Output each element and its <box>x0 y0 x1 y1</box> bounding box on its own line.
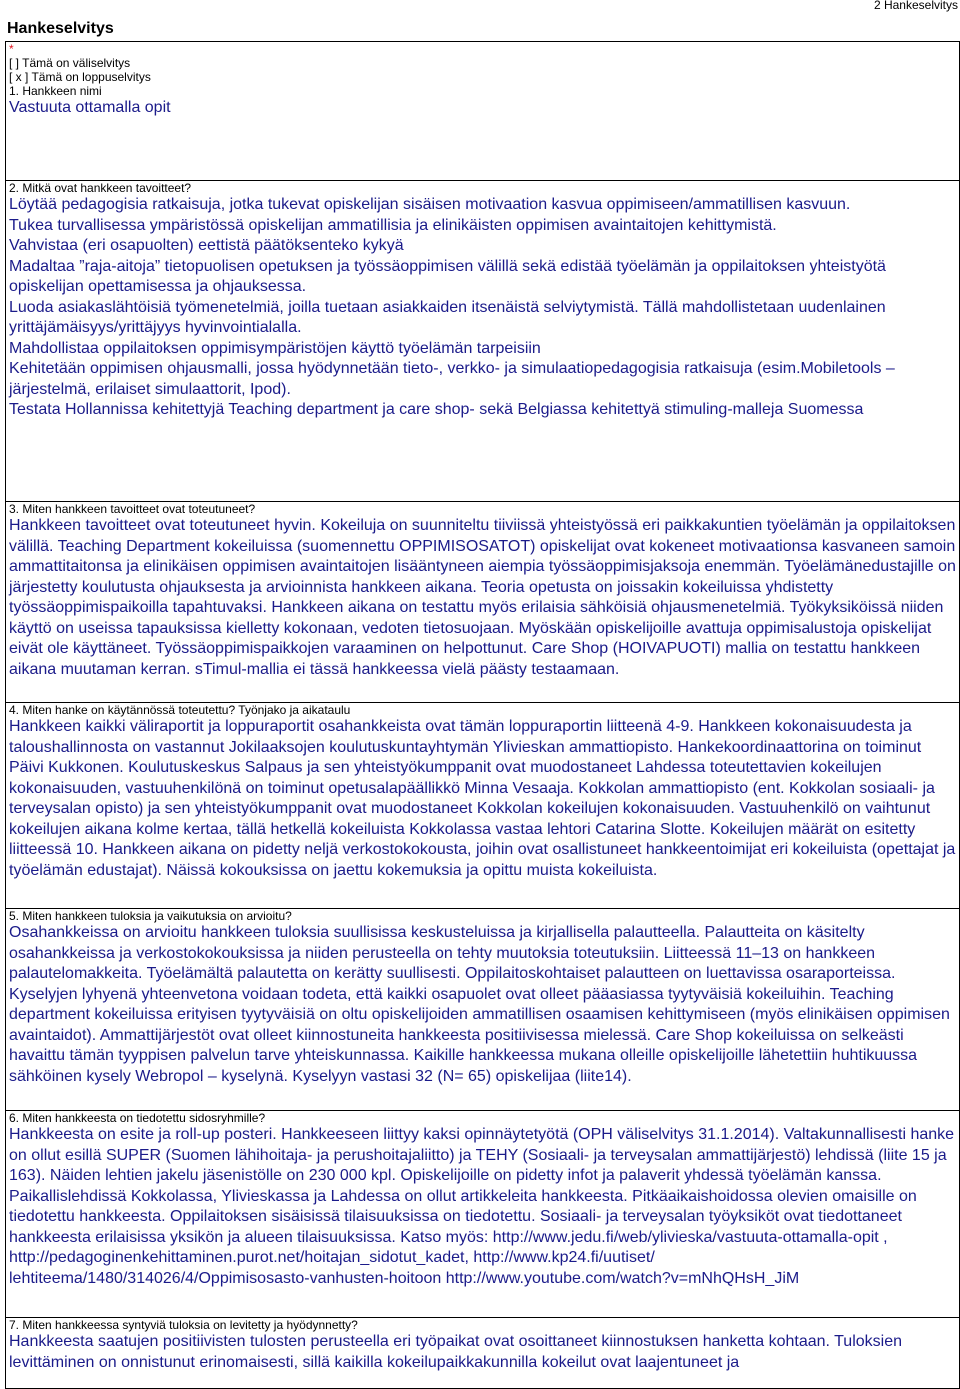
answer-paragraph: Hankkeen kaikki väliraportit ja loppuraportit osahankkeista ovat tämän loppuraportin liitteenä 4-9. Hankkeen kokonaisuudesta ja taloushallinnosta on vastannut Jokilaaksojen koulutuskuntayhtymän Ylivieskan ammattiopisto. Hankekoordinaattorina on toiminut Päivi Kukkonen. Koulutuskeskus Salpaus ja sen yhteistyökumppanit ovat muodostaneet Lahdessa toteutettavien kokeilujen kokonaisuuden, vastuuhenkilönä on toiminut opetusalapäällikkö Minna Vesaaja. Kokkolan ammattiopisto (ent. Kokkolan sosiaali- ja terveysalan opisto) ja sen yhteistyökumppanit ovat muodostaneet Kokkolan kokeilujen kokonaisuuden. Vastuuhenkilö on vaihtunut kokeilujen aikana kolme kertaa, tällä hetkellä kokeiluista Kokkolassa vastaa lehtori Catarina Slotte. Kokeilujen määrät on esitetty liitteessä 10. Hankkeen aikana on pidetty neljä verkostokokousta, joihin ovat osallistuneet hankkeentoimijat eri kokeiluista (opettajat ja työelämän edustajat). Näissä kokouksissa on jaettu kokemuksia ja opittu muista kokeiluista. <box>9 718 956 879</box>
answer-paragraph: Madaltaa ”raja-aitoja” tietopuolisen opetuksen ja työssäoppimisen välillä sekä edistää työelämän ja oppilaitoksen yhteistyötä opiskelijan opettamisessa ja ohjauksessa. <box>9 257 886 295</box>
checkbox-final-report[interactable]: [ x ] Tämä on loppuselvitys <box>9 70 151 84</box>
answer-text <box>9 195 957 421</box>
question-label: 3. Miten hankkeen tavoitteet ovat toteutuneet? <box>9 502 256 516</box>
answer-paragraph: Osahankkeissa on arvioitu hankkeen tuloksia suullisissa keskusteluissa ja kirjallisella palautteella. Palautteita on käsitelty osahankkeissa ja verkostokokouksissa ja niiden perusteella on tehty muutoksia toteutuksiin. Liitteessä 11–13 on hankkeen palautelomakkeita. Työelämältä palautetta on kerätty suullisesti. Oppilaitoskohtaiset palautteen on luettavissa osaraporteissa. Kyselyjen lyhyenä yhteenvetona voidaan todeta, että kaikki osapuolet ovat olleet pääasiassa tyytyväisiä kokeiluihin. Teaching department kokeiluissa erityisen tyytyväisiä on oltu opiskelijoiden ammatillisen osaamisen kehittymiseen (myös elinikäisen oppimisen avaintaidot). Ammattijärjestöt ovat olleet kiinnostuneita hankkeesta positiivisessa mielessä. Care Shop kokeiluissa on selkeästi havaittu tämän tyyppisen palvelun tarve yhteiskunnassa. Kaikille hankkeessa mukana olleille opiskelijoille lähetettiin huhtikuussa sähköinen kysely Webropol – kyselynä. Kyselyyn vastasi 32 (N= 65) opiskelijaa (liite14). <box>9 924 950 1085</box>
document-title: Hankeselvitys <box>7 20 114 37</box>
answer-paragraph: Luoda asiakaslähtöisiä työmenetelmiä, joilla tuetaan asiakkaiden itsenäistä selviytymistä. Tällä mahdollistetaan uudenlainen yrittäjämäisyys/yrittäjyys hyvinvointialalla. <box>9 298 886 336</box>
required-mark: * <box>9 42 14 56</box>
answer-paragraph: Hankkeesta on esite ja roll-up posteri. Hankkeeseen liittyy kaksi opinnäytetyötä (OPH väliselvitys 31.1.2014). Valtakunnallisesti hanke on ollut esillä SUPER (Suomen lähihoitaja- ja perushoitajaliitto) ja TEHY (Sosiaali- ja terveysalan ammattijärjestö) lehdissä (liite 15 ja 163). Näiden lehtien jakelu jäsenistölle on 230 000 kpl. Opiskelijoille on pidetty infot ja palaverit yhdessä työelämän kanssa. Paikallislehdissä Kokkolassa, Ylivieskassa ja Lahdessa on ollut artikkeleita hankkeesta. Pitkäaikaishoidossa olevien omaisille on tiedotettu hankkeesta. Oppilaitoksen sisäisissä tilaisuuksissa on tiedotettu. Sosiaali- ja terveysalan työyksiköt ovat tiedottaneet hankkeesta erilaisissa yksikön ja alueen tilaisuuksissa. Katso myös: http://www.jedu.fi/web/ylivieska/vastuuta-ottamalla-opit , http://pedagoginenkehittaminen.purot.net/hoitajan_sidotut_kadet, http://www.kp24.fi/uutiset/ lehtiteema/1480/314026/4/Oppimisosasto-vanhusten-hoitoon http://www.youtube.com/watch?v=mNhQHsH_JiM <box>9 1126 955 1287</box>
section-project-name <box>6 42 959 181</box>
page-marker: 2 Hankeselvitys <box>873 0 958 12</box>
answer-text <box>9 717 957 881</box>
answer-paragraph: Vahvistaa (eri osapuolten) eettistä päätöksenteko kykyä <box>9 237 404 254</box>
section-evaluation <box>6 909 959 1111</box>
section-goals <box>6 181 959 502</box>
section-goals-achieved <box>6 502 959 703</box>
answer-paragraph: Vastuuta ottamalla opit <box>9 99 171 116</box>
question-label: 7. Miten hankkeessa syntyviä tuloksia on levitetty ja hyödynnetty? <box>9 1318 358 1332</box>
answer-paragraph: Kehitetään oppimisen ohjausmalli, jossa hyödynnetään tieto-, verkko- ja simulaatiopedagogisia ratkaisuja (esim.Mobiletools –järjestelmä, erilaiset simulaattorit, Ipod). <box>9 360 895 398</box>
answer-text <box>9 1125 957 1289</box>
answer-text <box>9 1332 957 1373</box>
answer-paragraph: Hankkeen tavoitteet ovat toteutuneet hyvin. Kokeiluja on suunniteltu tiiviissä yhteistyössä eri paikkakuntien työelämän ja oppilaitoksen välillä. Teaching Department kokeiluissa (suomennettu OPPIMISOSATOT) opiskelijat ovat kokeneet motivaationsa kasvaneen samoin ammattitaitonsa ja elinikäisen oppimisen avaintaitojen lisääntyneen aiempia työssäoppimisjaksoja enemmän. Työelämänedustajille on järjestetty koulutusta ohjauksesta ja arvioinnista hankkeen aikana. Teoria opetusta on joissakin kokeiluissa yhdistetty työssäoppimispaikoilla tapahtuvaksi. Hankkeen aikana on testattu myös erilaisia sähköisiä ohjausmenetelmiä. Työkyksiköissä niiden käyttö on useissa tapauksissa kielletty kokonaan, vedoten tietosuojaan. Myöskään opiskelijoille avattuja oppimisalustoja opiskelijat eivät ole käyttäneet. Työssäoppimispaikkojen varaaminen on helpottunut. Care Shop (HOIVAPUOTI) mallia on testattu hankkeen aikana muutaman kerran. sTimul-mallia ei tässä hankkeessa vielä päästy testaamaan. <box>9 517 956 678</box>
answer-paragraph: Hankkeesta saatujen positiivisten tulosten perusteella eri työpaikat ovat osoittaneet kiinnostuksen hanketta kohtaan. Tuloksien levittäminen on onnistunut erinomaisesti, sillä kaikilla kokeilupaikkakunnilla kokeilut ovat laajentuneet ja <box>9 1333 902 1371</box>
checkbox-interim-report[interactable]: [ ] Tämä on väliselvitys <box>9 56 131 70</box>
question-label: 2. Mitkä ovat hankkeen tavoitteet? <box>9 181 192 195</box>
answer-text <box>9 516 957 680</box>
section-dissemination <box>6 1318 959 1388</box>
section-implementation <box>6 703 959 909</box>
answer-text <box>9 98 957 119</box>
report-form <box>5 41 960 1389</box>
answer-paragraph: Tukea turvallisessa ympäristössä opiskelijan ammatillisia ja elinikäisten oppimisen avaintaitojen kehittymistä. <box>9 216 777 234</box>
answer-paragraph: Testata Hollannissa kehitettyjä Teaching department ja care shop- sekä Belgiassa kehitettyä stimuling-malleja Suomessa <box>9 401 864 418</box>
question-label: 4. Miten hanke on käytännössä toteutettu? Työnjako ja aikataulu <box>9 703 351 717</box>
question-label: 1. Hankkeen nimi <box>9 84 102 98</box>
answer-text <box>9 923 957 1087</box>
question-label: 5. Miten hankkeen tuloksia ja vaikutuksia on arvioitu? <box>9 909 292 923</box>
section-communication <box>6 1111 959 1318</box>
answer-paragraph: Löytää pedagogisia ratkaisuja, jotka tukevat opiskelijan sisäisen motivaation kasvua oppimiseen/ammatillisen kasvuun. <box>9 196 851 213</box>
question-label: 6. Miten hankkeesta on tiedotettu sidosryhmille? <box>9 1111 266 1125</box>
answer-paragraph: Mahdollistaa oppilaitoksen oppimisympäristöjen käyttö työelämän tarpeisiin <box>9 339 541 357</box>
